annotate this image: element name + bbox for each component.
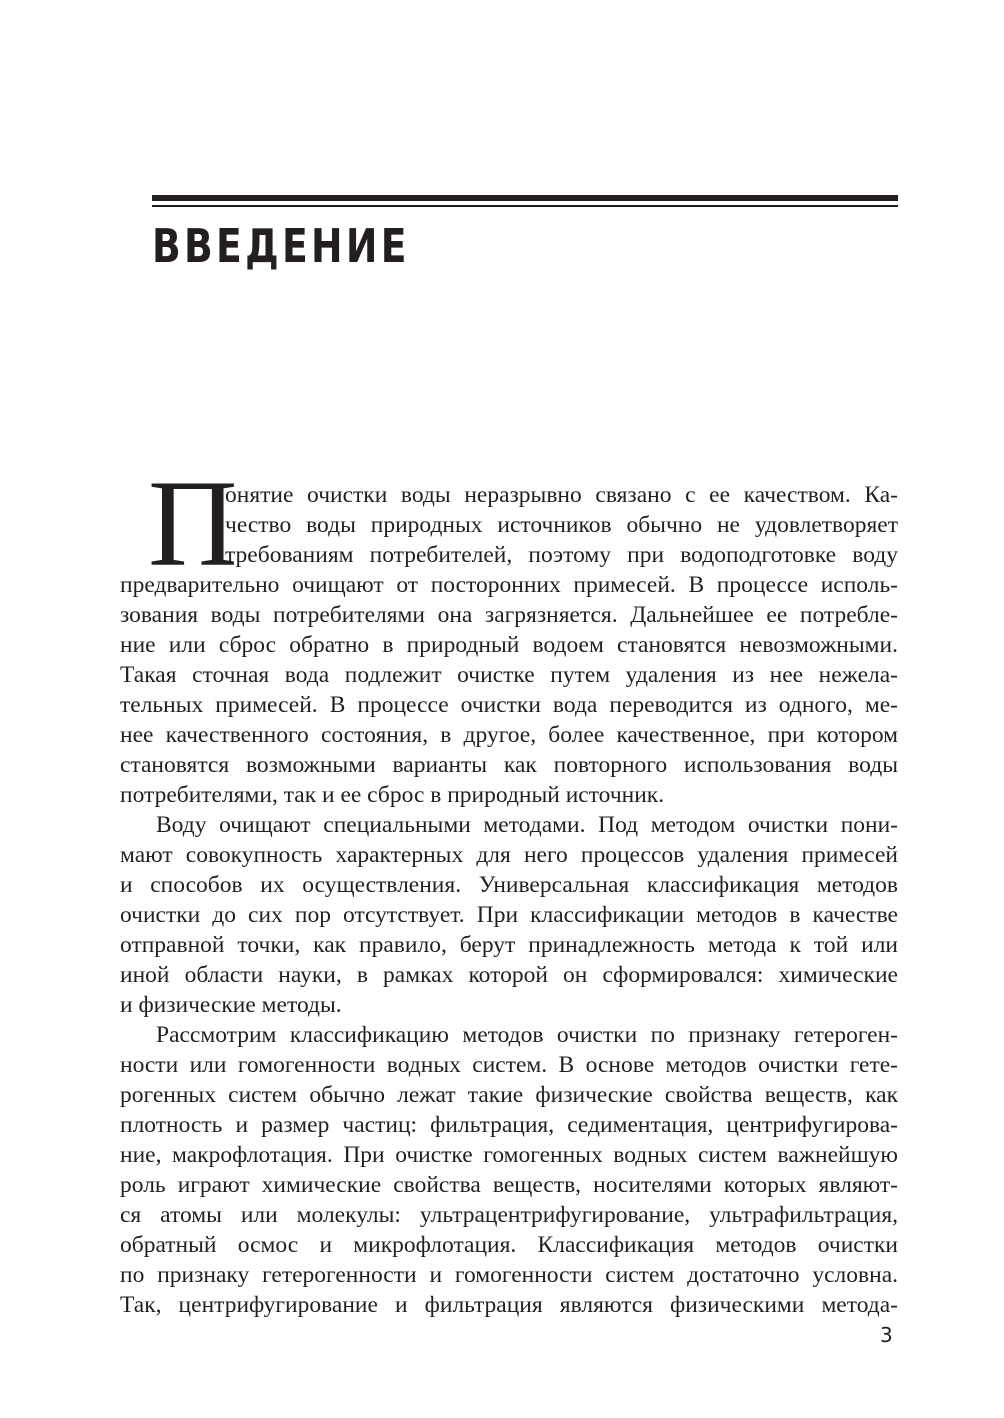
text-line: отправной точки, как правило, берут принадлежность метода к той или [120,932,898,958]
text-line: ние, макрофлотация. При очистке гомогенных водных систем важнейшую [120,1142,898,1168]
text-line: становятся возможными варианты как повторного использования воды [120,752,898,778]
text-line: зования воды потребителями она загрязняется. Дальнейшее ее потребле- [120,602,898,628]
text-line: ние или сброс обратно в природный водоем становятся невозможными. [120,632,898,658]
text-line: Так, центрифугирование и фильтрация являются физическими метода- [120,1292,898,1318]
text-line: ся атомы или молекулы: ультрацентрифугирование, ультрафильтрация, [120,1202,898,1228]
text-line: плотность и размер частиц: фильтрация, седиментация, центрифугирова- [120,1112,898,1138]
page-number: 3 [880,1323,893,1347]
text-line: Рассмотрим классификацию методов очистки по признаку гетероген- [156,1022,898,1048]
text-line: и способов их осуществления. Универсальная классификация методов [120,872,898,898]
text-line: рогенных систем обычно лежат такие физические свойства веществ, как [120,1082,898,1108]
text-line: нее качественного состояния, в другое, более качественное, при котором [120,722,898,748]
heading-rule-thick [152,195,898,201]
text-line: тельных примесей. В процессе очистки вода переводится из одного, ме- [120,692,898,718]
text-line: роль играют химические свойства веществ, носителями которых являют- [120,1172,898,1198]
heading-rule-thin [152,205,898,207]
text-line: обратный осмос и микрофлотация. Классификация методов очистки [120,1232,898,1258]
text-line: требованиям потребителей, поэтому при водоподготовке воду [225,542,898,568]
text-line: ности или гомогенности водных систем. В основе методов очистки гете- [120,1052,898,1078]
chapter-title: ВВЕДЕНИЕ [152,219,410,273]
drop-cap: П [148,455,238,592]
text-line: онятие очистки воды неразрывно связано с ее качеством. Ка- [225,482,898,508]
text-line: иной области науки, в рамках которой он сформировался: химические [120,962,898,988]
text-line: мают совокупность характерных для него процессов удаления примесей [120,842,898,868]
text-line: Воду очищают специальными методами. Под методом очистки пони- [156,812,898,838]
text-line: потребителями, так и ее сброс в природный источник. [120,782,665,808]
text-line: Такая сточная вода подлежит очистке путем удаления из нее нежела- [120,662,898,688]
text-line: по признаку гетерогенности и гомогенности систем достаточно условна. [120,1262,898,1288]
text-line: чество воды природных источников обычно не удовлетворяет [225,512,898,538]
text-line: очистки до сих пор отсутствует. При классификации методов в качестве [120,902,898,928]
text-line: и физические методы. [120,992,342,1018]
text-line: предварительно очищают от посторонних примесей. В процессе исполь- [120,572,898,598]
